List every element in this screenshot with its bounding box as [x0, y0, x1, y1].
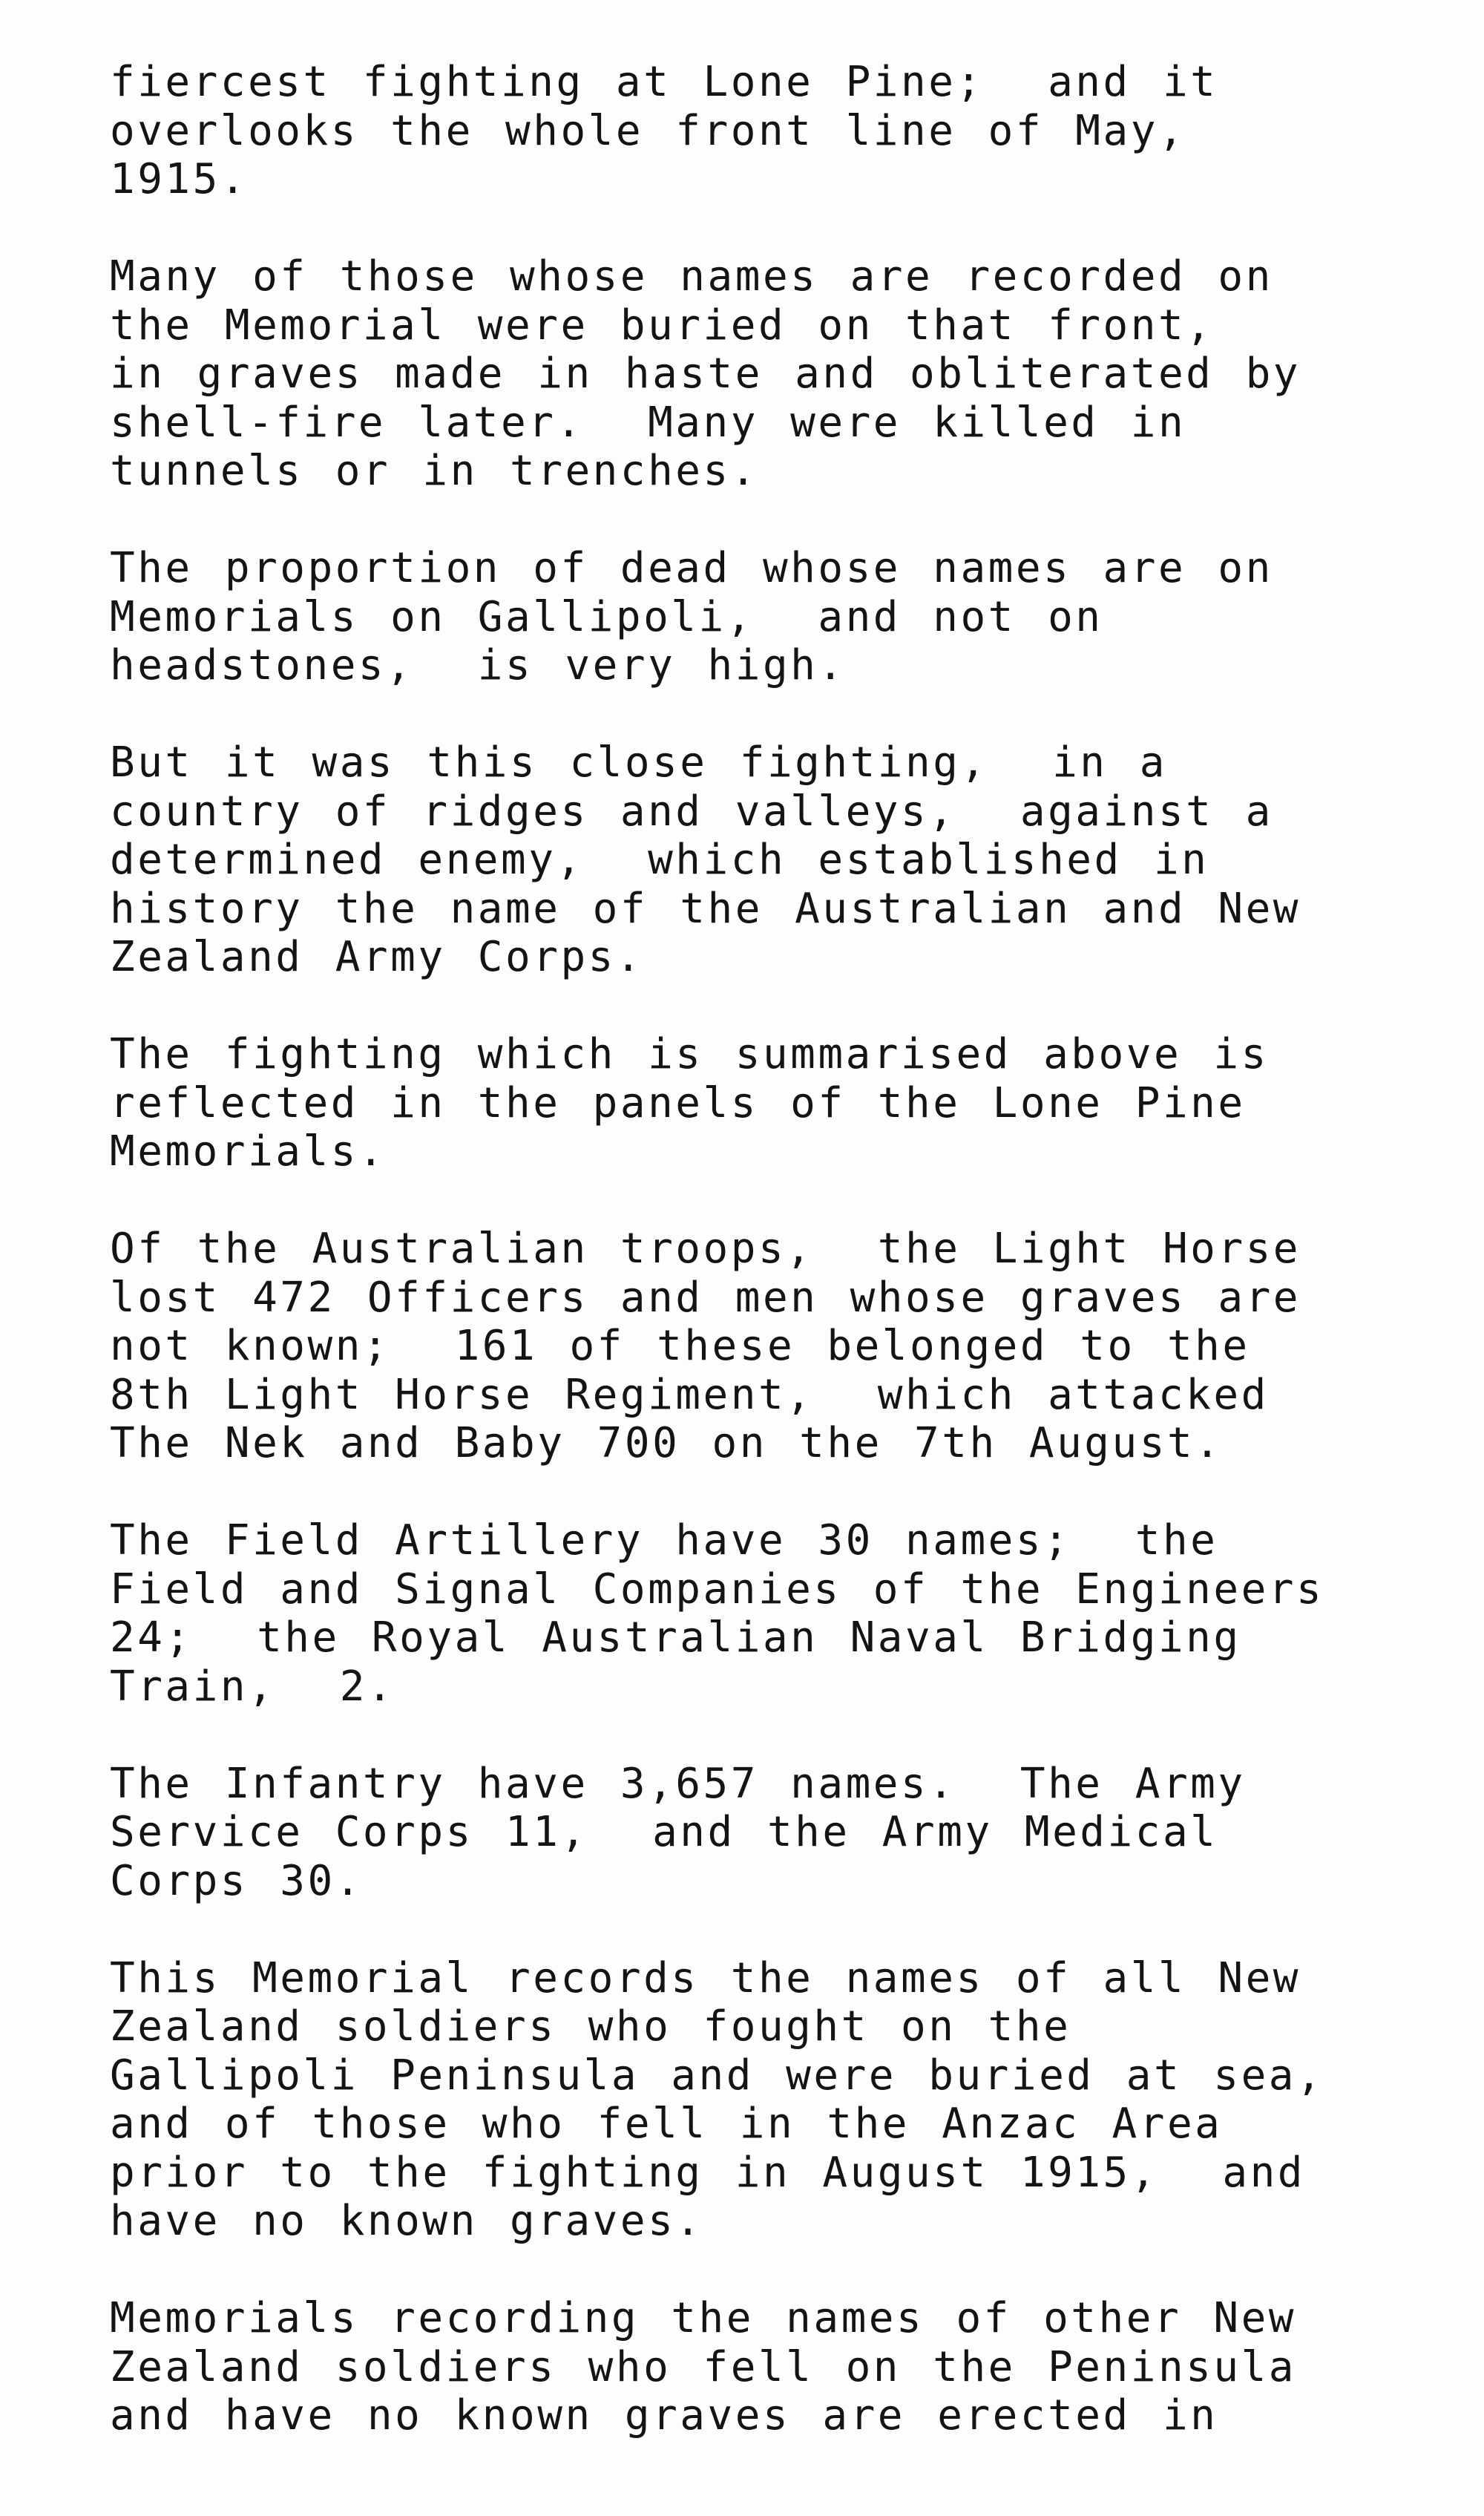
text-line: Zealand Army Corps. — [110, 933, 644, 981]
text-line: and of those who fell in the Anzac Area — [110, 2100, 1223, 2148]
text-line: 1915. — [110, 155, 249, 203]
text-line: determined enemy, which established in — [110, 836, 1209, 884]
paragraph — [110, 2294, 1445, 2440]
text-line: Of the Australian troops, the Light Horse — [110, 1225, 1301, 1273]
text-line: But it was this close fighting, in a — [110, 738, 1167, 787]
text-line: fiercest fighting at Lone Pine; and it — [110, 58, 1218, 106]
text-line: The Field Artillery have 30 names; the — [110, 1516, 1218, 1565]
paragraph — [110, 1516, 1445, 1711]
text-line: overlooks the whole front line of May, — [110, 106, 1186, 155]
document-body — [110, 58, 1445, 2489]
text-line: 8th Light Horse Regiment, which attacked — [110, 1370, 1269, 1419]
text-line: Corps 30. — [110, 1856, 363, 1905]
text-line: Zealand soldiers who fell on the Peninsula — [110, 2342, 1297, 2391]
paragraph — [110, 1760, 1445, 1906]
text-line: have no known graves. — [110, 2197, 703, 2245]
text-line: The proportion of dead whose names are on — [110, 544, 1273, 592]
paragraph — [110, 544, 1445, 690]
text-line: in graves made in haste and obliterated by — [110, 350, 1301, 398]
text-line: Gallipoli Peninsula and were buried at sea, — [110, 2051, 1324, 2100]
text-line: tunnels or in trenches. — [110, 447, 758, 495]
text-line: Memorials recording the names of other New — [110, 2294, 1297, 2342]
text-line: headstones, is very high. — [110, 641, 846, 689]
text-line: Memorials. — [110, 1127, 387, 1176]
paragraph — [110, 738, 1445, 982]
text-line: 24; the Royal Australian Naval Bridging — [110, 1614, 1241, 1662]
text-line: reflected in the panels of the Lone Pine — [110, 1078, 1246, 1127]
paragraph — [110, 1225, 1445, 1468]
text-line: Many of those whose names are recorded on — [110, 252, 1273, 301]
text-line: The Nek and Baby 700 on the 7th August. — [110, 1419, 1223, 1467]
paragraph — [110, 58, 1445, 204]
text-line: Train, 2. — [110, 1662, 395, 1711]
text-line: and have no known graves are erected in — [110, 2391, 1218, 2440]
text-line: Field and Signal Companies of the Engineers — [110, 1565, 1324, 1614]
text-line: Zealand soldiers who fought on the — [110, 2002, 1071, 2051]
text-line: Memorials on Gallipoli, and not on — [110, 592, 1103, 641]
text-line: country of ridges and valleys, against a — [110, 787, 1273, 836]
text-line: the Memorial were buried on that front, — [110, 301, 1214, 350]
text-line: This Memorial records the names of all New — [110, 1953, 1301, 2002]
paragraph — [110, 1954, 1445, 2246]
text-line: The fighting which is summarised above is — [110, 1030, 1269, 1078]
text-line: not known; 161 of these belonged to the — [110, 1322, 1250, 1370]
text-line: Service Corps 11, and the Army Medical — [110, 1808, 1218, 1856]
text-line: The Infantry have 3,657 names. The Army — [110, 1759, 1246, 1808]
text-line: lost 472 Officers and men whose graves are — [110, 1273, 1301, 1322]
text-line: shell-fire later. Many were killed in — [110, 398, 1186, 447]
text-line: history the name of the Australian and New — [110, 884, 1301, 933]
paragraph — [110, 1030, 1445, 1176]
text-line: prior to the fighting in August 1915, and — [110, 2148, 1306, 2197]
paragraph — [110, 252, 1445, 496]
